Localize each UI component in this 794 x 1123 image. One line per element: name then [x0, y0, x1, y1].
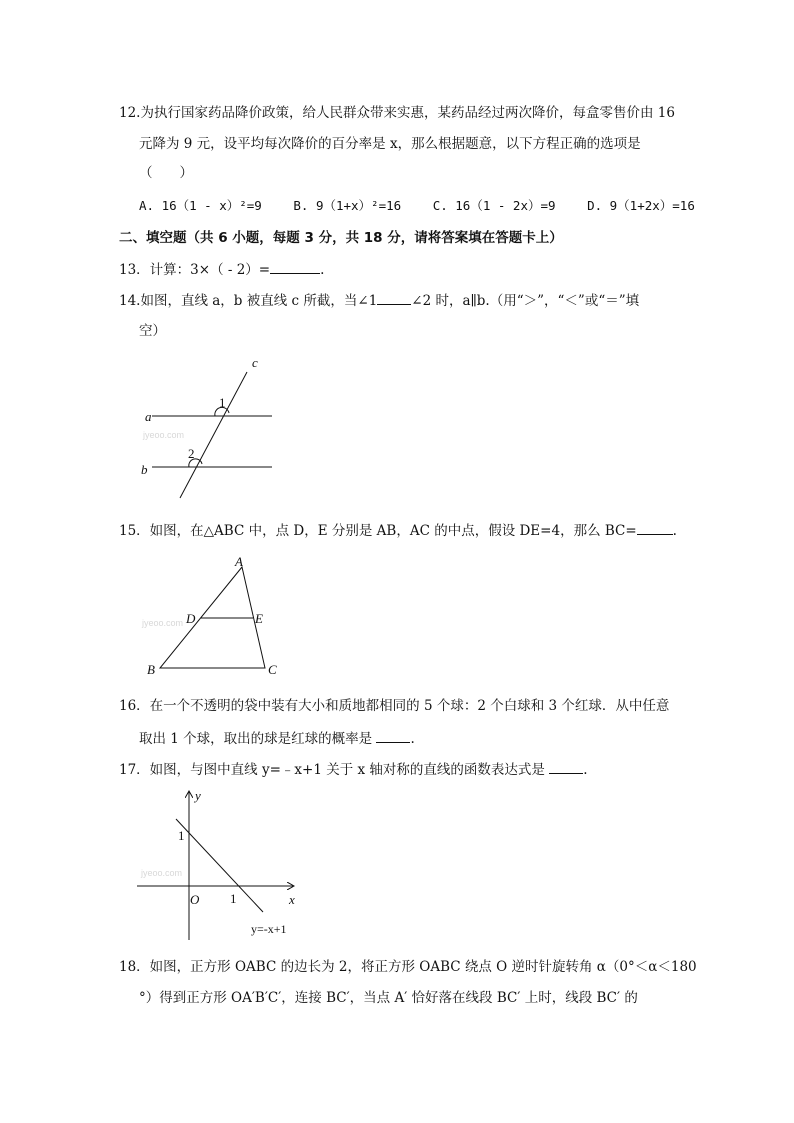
line-c: [180, 372, 247, 498]
q12-options: [139, 196, 719, 216]
q14-figure: [135, 350, 285, 500]
q13-text: 13．计算：3×（ - 2）=: [119, 262, 271, 278]
q15-end: .: [672, 523, 677, 539]
q13-end: .: [320, 262, 325, 278]
label-a: a: [145, 409, 152, 424]
q16-line-1: 16．在一个不透明的袋中装有大小和质地都相同的 5 个球：2 个白球和 3 个红球．从中任意: [119, 698, 670, 714]
y-axis-label: y: [195, 788, 201, 803]
equation-label: y=-x+1: [251, 922, 287, 936]
q15: [119, 520, 677, 541]
q12-option-a: A. 16（1 - x）²=9: [139, 198, 262, 213]
q15-figure: [140, 552, 290, 682]
q17-end: .: [583, 762, 588, 778]
y-intercept-label: 1: [178, 828, 185, 843]
q16-text: 取出 1 个球，取出的球是红球的概率是: [139, 731, 373, 747]
q17-figure: [135, 788, 305, 948]
watermark: jyeoo.com: [141, 868, 183, 878]
q14-text-a: 14.如图，直线 a，b 被直线 c 所截，当∠1: [119, 293, 378, 309]
q16-line-2: [139, 728, 415, 749]
q17: [119, 759, 588, 780]
q14-line-1: [119, 290, 639, 311]
label-angle-1: 1: [219, 395, 226, 410]
q12-option-d: D. 9（1+2x）=16: [587, 198, 695, 213]
section-heading: 二、填空题（共 6 小题，每题 3 分，共 18 分，请将答案填在答题卡上）: [119, 230, 563, 246]
x-intercept-label: 1: [230, 891, 237, 906]
q14-line-2: 空）: [139, 323, 166, 339]
q18-line-1: 18．如图，正方形 OABC 的边长为 2，将正方形 OABC 绕点 O 逆时针旋转角 α（0°＜α＜180: [119, 959, 697, 975]
q17-answer-blank: [549, 759, 583, 774]
q15-answer-blank: [637, 520, 673, 535]
q17-text: 17．如图，与图中直线 y=﹣x+1 关于 x 轴对称的直线的函数表达式是: [119, 762, 545, 778]
q16-answer-blank: [376, 728, 410, 743]
origin-label: O: [190, 892, 200, 907]
vertex-b: B: [147, 662, 155, 677]
label-c: c: [252, 355, 258, 370]
q12-option-c: C. 16（1 - 2x）=9: [432, 198, 556, 213]
q14-answer-blank: [377, 290, 411, 305]
watermark: jyeoo.com: [143, 430, 185, 440]
vertex-a: A: [235, 554, 243, 569]
q13: [119, 259, 324, 280]
q12-line-2: 元降为 9 元，设平均每次降价的百分率是 x，那么根据题意，以下方程正确的选项是: [139, 136, 641, 152]
point-e: E: [255, 611, 263, 626]
q12-line-1: 12.为执行国家药品降价政策，给人民群众带来实惠，某药品经过两次降价，每盒零售价由 16: [119, 105, 675, 121]
point-d: D: [186, 611, 196, 626]
q16-end: .: [410, 731, 415, 747]
vertex-c: C: [268, 662, 277, 677]
q18-line-2: °）得到正方形 OA′B′C′，连接 BC′，当点 A′ 恰好落在线段 BC′ 上时，线段 BC′ 的: [139, 990, 638, 1006]
q14-text-b: ∠2 时，a∥b.（用“＞”，“＜”或“＝”填: [411, 293, 640, 309]
label-angle-2: 2: [188, 446, 195, 461]
q12-line-3: （ ）: [139, 165, 193, 181]
watermark: jyeoo.com: [142, 618, 184, 628]
label-b: b: [141, 462, 148, 477]
q13-answer-blank: [270, 259, 320, 274]
q15-text: 15．如图，在△ABC 中，点 D，E 分别是 AB，AC 的中点，假设 DE=4，那么 BC=: [119, 523, 637, 539]
x-axis-label: x: [289, 892, 295, 907]
q12-option-b: B. 9（1+x）²=16: [293, 198, 402, 213]
